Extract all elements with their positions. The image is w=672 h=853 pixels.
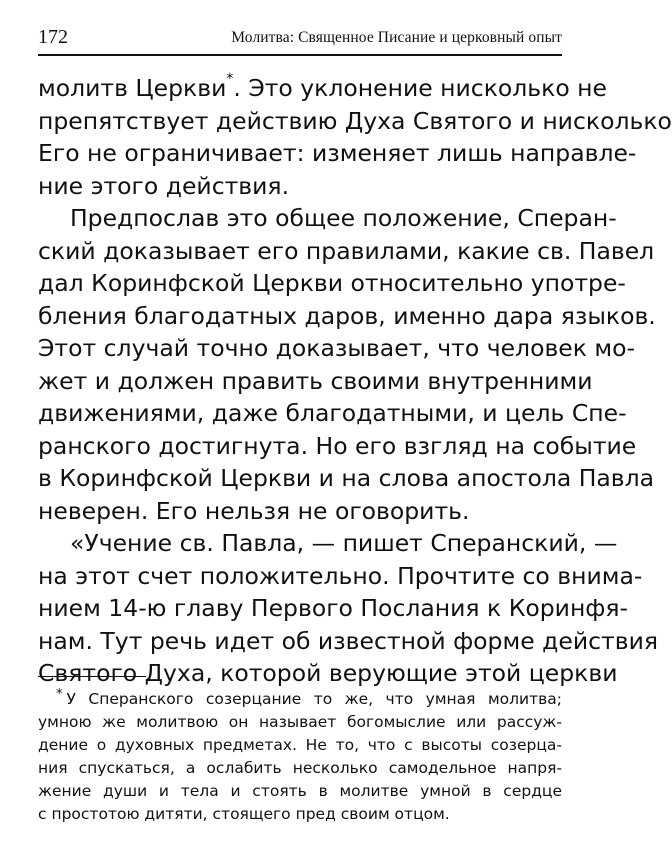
text-line: бления благодатных даров, именно дара языков. <box>38 301 656 330</box>
footnote-line: ния спускаться, а ослабить несколько самодельное напря- <box>38 759 562 777</box>
text-line: нам. Тут речь идет об известной форме действия <box>38 626 658 655</box>
footnote-line: умною же молитвою он называет богомыслие или рассуж- <box>38 713 562 731</box>
running-title: Молитва: Священное Писание и церковный опыт <box>231 29 562 46</box>
text-line: Этот случай точно доказывает, что человек мо- <box>38 334 636 362</box>
paragraph <box>38 527 658 690</box>
footnote-reference: * <box>226 71 234 87</box>
text-line: ранского достигнута. Но его взгляд на событие <box>38 431 637 460</box>
paragraph <box>38 202 656 527</box>
text-line: «Учение св. Павла, — пишет Сперанский, — <box>70 529 618 557</box>
text-line: дал Коринфской Церкви относительно употре- <box>38 269 626 297</box>
footnote-line: * У Сперанского созерцание то же, что умная молитва; <box>56 687 562 708</box>
text-line: молитв Церкви*. Это уклонение нисколько не <box>38 71 608 102</box>
text-line: ский доказывает его правилами, какие св. Павел <box>38 236 655 265</box>
text-line: жет и должен править своими внутренними <box>38 366 593 395</box>
footnote <box>38 688 562 826</box>
text-line: нием 14-ю главу Первого Послания к Коринфя- <box>38 594 629 622</box>
text-line: движениями, даже благодатными, и цель Спе- <box>38 399 627 427</box>
running-header <box>38 24 562 56</box>
paragraph <box>38 71 672 202</box>
text-line: в Коринфской Церкви и на слова апостола Павла <box>38 464 655 492</box>
text-line: Его не ограничивает: изменяет лишь направле- <box>38 139 637 167</box>
text-line: Предпослав это общее положение, Сперан- <box>70 204 617 232</box>
footnote-separator <box>38 676 146 677</box>
main-text <box>38 71 672 690</box>
text-line: неверен. Его нельзя не оговорить. <box>38 496 470 525</box>
footnote-mark: * <box>56 687 63 702</box>
text-line: на этот счет положительно. Прочтите со внима- <box>38 561 643 590</box>
footnote-line: жение души и тела и стоять в молитве умной в сердце <box>38 782 562 800</box>
footnote-line: дение о духовных предметах. Не то, что с высоты созерца- <box>38 736 562 754</box>
footnote-line: с простотою дитяти, стоящего пред своим отцом. <box>38 805 450 823</box>
page-number: 172 <box>38 26 68 48</box>
text-line: ние этого действия. <box>38 171 290 200</box>
text-line: препятствует действию Духа Святого и нисколько <box>38 106 672 135</box>
text-line: Святого Духа, которой верующие этой церкви <box>38 659 618 687</box>
